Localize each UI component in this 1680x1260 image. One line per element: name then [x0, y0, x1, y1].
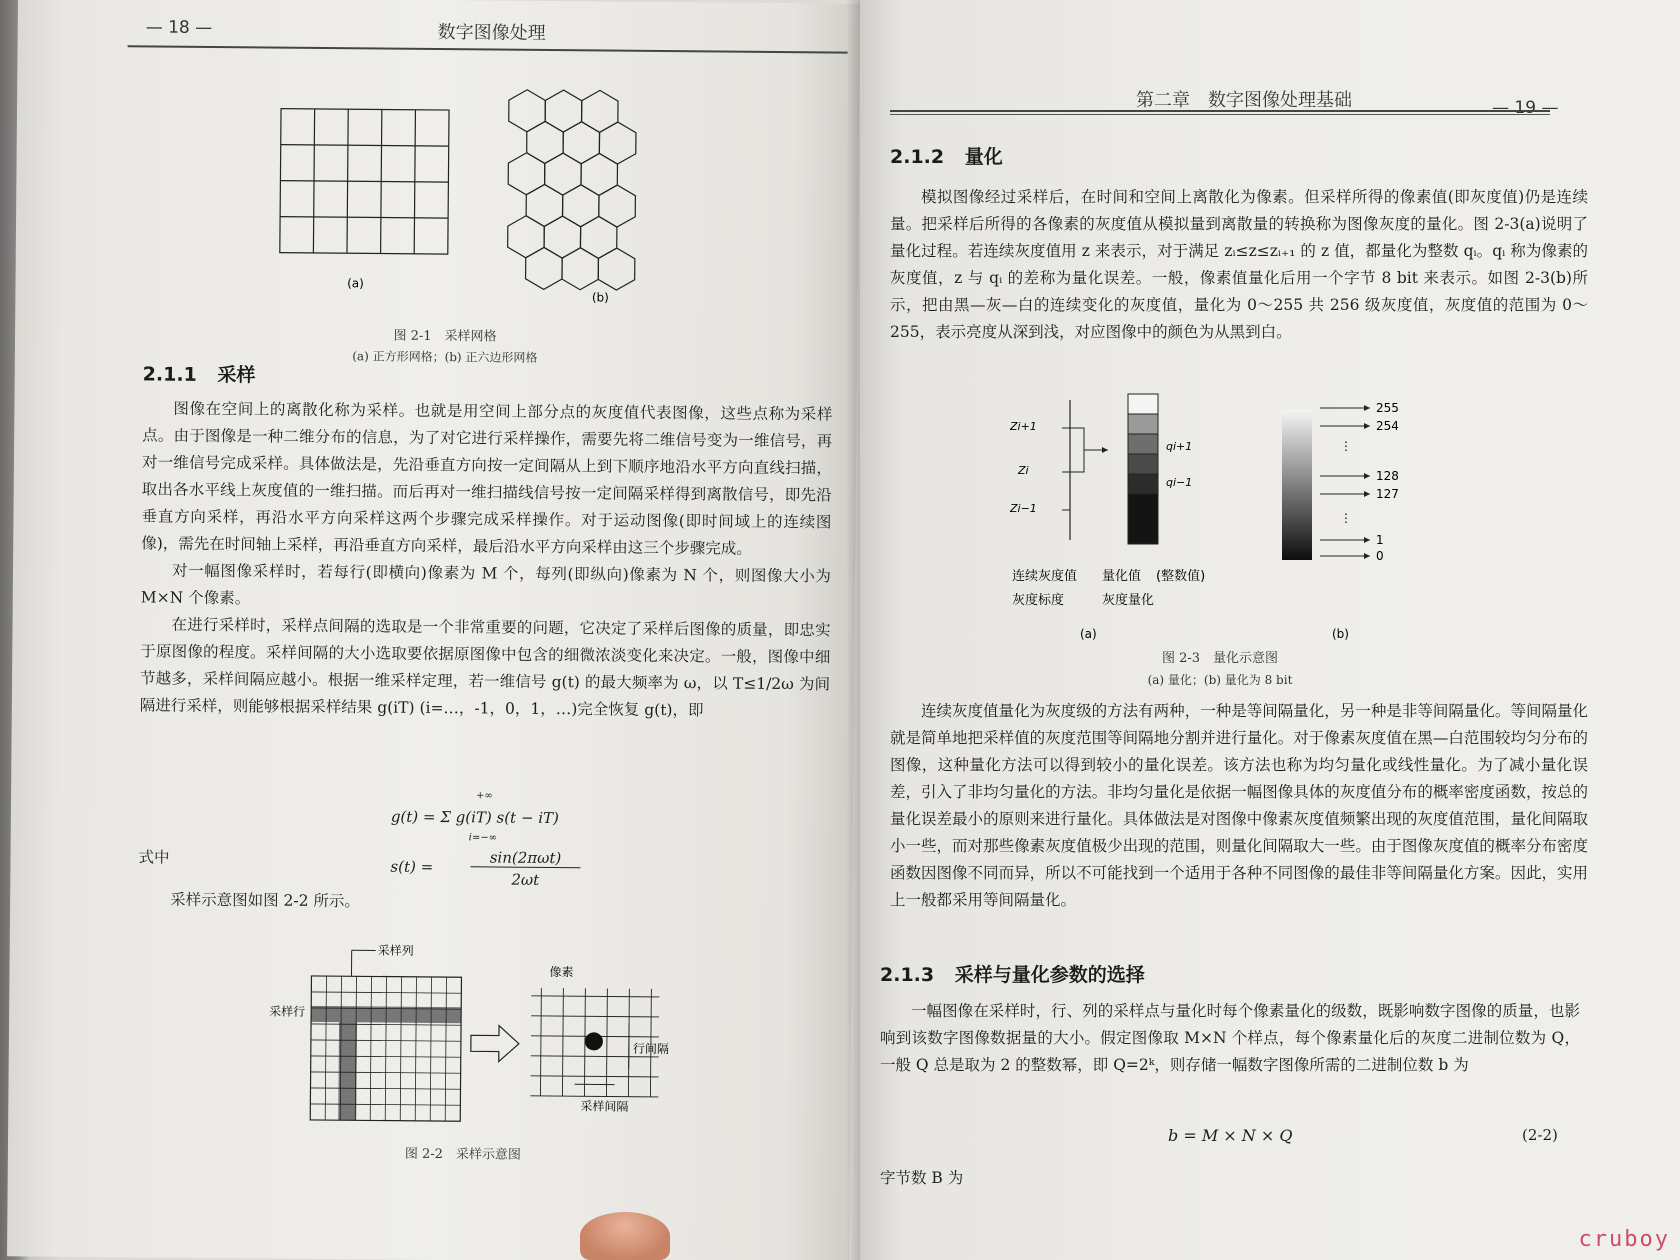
equation-1-text: g(t) = Σ g(iT) s(t − iT) [390, 807, 559, 828]
label-quantized: 量化值 [1102, 569, 1142, 584]
arrow-icon [471, 1025, 519, 1061]
level-label: ⋮ [1340, 511, 1352, 525]
label-integer: (整数值) [1156, 569, 1206, 584]
quantized-bar [1128, 394, 1158, 544]
equation-2-numerator: sin(2πωt) [470, 848, 580, 868]
after-equation-text: 采样示意图如图 2-2 所示。 [170, 890, 361, 911]
right-body-3 [880, 998, 1580, 1079]
equation-2-lhs: s(t) = [390, 857, 434, 876]
fig22-sample-row: 采样行 [269, 1004, 306, 1019]
level-label: 255 [1376, 401, 1399, 415]
section-number: 2.1.1 [142, 363, 197, 386]
fig21-label-b: (b) [591, 290, 609, 305]
square-grid [280, 109, 449, 254]
z-top: Zi+1 [1010, 420, 1037, 433]
level-label: ⋮ [1340, 439, 1352, 453]
level-label: 127 [1376, 487, 1399, 501]
section-2-1-3-heading [880, 960, 1145, 987]
fig23-label-a: (a) [1080, 627, 1097, 641]
fig22-pixel: 像素 [549, 965, 574, 980]
pixel-dot [585, 1032, 603, 1050]
z-mid: Zi [1018, 464, 1029, 477]
fig22-sample-col: 采样列 [377, 943, 414, 958]
left-paragraph: 图像在空间上的离散化称为采样。也就是用空间上部分点的灰度值代表图像，这些点称为采样点。由于图像是一种二维分布的信息，为了对它进行采样操作，需要先将二维信号变为一维信号，再对一维信号完成采样。具体做法是，先沿垂直方向按一定间隔从上到下顺序地沿水平方向直线扫描，取出各水平线上灰度值的一维扫描。而后再对一维扫描线信号按一定间隔采样得到离散信号，即先沿垂直方向采样，再沿水平方向采样这两个步骤完成采样操作。对于运动图像(即时间域上的连续图像)，需先在时间轴上采样，再沿垂直方向采样，最后沿水平方向采样由这三个步骤完成。 [141, 399, 833, 558]
right-body-2 [890, 698, 1588, 914]
section-title: 采样 [217, 364, 256, 387]
section-title: 采样与量化参数的选择 [954, 964, 1145, 986]
fig23-caption: 图 2-3 量化示意图 [1161, 651, 1279, 666]
figure-2-1 [255, 86, 677, 320]
left-page-number: — 18 — [145, 17, 213, 39]
left-body [140, 395, 833, 725]
hexagon-grid [507, 90, 636, 291]
fig22-row-interval: 行间隔 [632, 1041, 669, 1057]
z-bot: Zi−1 [1010, 502, 1037, 515]
last-line: 字节数 B 为 [880, 1169, 964, 1187]
gradient-bar [1282, 410, 1312, 560]
fig21-caption: 图 2-1 采样网格 [393, 328, 497, 345]
header-rule [128, 45, 848, 53]
equation-3-number: (2-2) [1522, 1126, 1558, 1144]
equation-1 [391, 808, 559, 827]
figure-2-2 [258, 933, 690, 1137]
right-paragraph: 模拟图像经过采样后，在时间和空间上离散化为像素。但采样所得的像素值(即灰度值)仍是连续量。把采样后所得的各像素的灰度值从模拟量到离散量的转换称为图像灰度的量化。图 2-3(a)说明了量化过程。若连续灰度值用 z 来表示，对于满足 zᵢ≤z≤zᵢ₊₁ 的 z 值，都量化为整数 qᵢ。qᵢ 称为像素的灰度值，z 与 qᵢ 的差称为量化误差。一般，像素值量化后用一个字节 8 bit 来表示。如图 2-3(b)所示，把由黑—灰—白的连续变化的灰度值，量化为 0～255 共 256 级灰度值，灰度值的范围为 0～255，表示亮度从深到浅，对应图像中的颜色为从黑到白。 [890, 188, 1588, 341]
level-label: 128 [1376, 469, 1399, 483]
left-page [7, 0, 860, 1260]
level-label: 254 [1376, 419, 1399, 433]
equation-1-upper: +∞ [476, 790, 493, 802]
equation-2-denominator: 2ωt [511, 870, 540, 889]
left-running-title: 数字图像处理 [437, 21, 546, 44]
right-running-title: 第二章 数字图像处理基础 [1136, 90, 1352, 111]
right-paragraph: 连续灰度值量化为灰度级的方法有两种，一种是等间隔量化，另一种是非等间隔量化。等间隔量化就是简单地把采样值的灰度范围等间隔地分割并进行量化。对于像素灰度值在黑—白范围较均匀分布的图像，这种量化方法可以得到较小的量化误差。该方法也称为均匀量化或线性量化。为了减小量化误差，引入了非均匀量化的方法。非均匀量化是依据一幅图像具体的灰度值分布的概率密度函数，按总的量化误差最小的原则来进行量化。具体做法是对图像中像素灰度值频繁出现的灰度值范围，量化间隔取小一些，而对那些像素灰度值极少出现的范围，则量化间隔取大一些。由于图像灰度值的概率分布密度函数因图像不同而异，所以不可能找到一个适用于各种不同图像的最佳非等间隔量化方案。因此，实用上一般都采用等间隔量化。 [890, 702, 1588, 909]
right-paragraph: 一幅图像在采样时，行、列的采样点与量化时每个像素量化的级数，既影响数字图像的质量，也影响到该数字图像数据量的大小。假定图像取 M×N 个样点，每个像素量化后的灰度二进制位数为 Q，一般 Q 总是取为 2 的整数幂，即 Q=2ᵏ，则存储一幅数字图像所需的二进制位数 b 为 [880, 1002, 1580, 1074]
section-number: 2.1.2 [890, 146, 945, 168]
section-2-1-1-heading [143, 359, 256, 387]
left-paragraph: 在进行采样时，采样点间隔的选取是一个非常重要的问题，它决定了采样后图像的质量，即忠实于原图像的程度。采样间隔的大小选取要依据原图像中包含的细微浓淡变化来决定。一般，图像中细节越多，采样间隔应越小。根据一维采样定理，若一维信号 g(t) 的最大频率为 ω，以 T≤1/2ω 为间隔进行采样，则能够根据采样结果 g(iT) (i=…，-1，0，1，…)完全恢复 g(t)，即 [139, 615, 831, 720]
level-label: 1 [1376, 533, 1384, 547]
fig22-caption: 图 2-2 采样示意图 [404, 1146, 522, 1163]
fig21-subcaption: (a) 正方形网格；(b) 正六边形网格 [352, 349, 538, 365]
level-label: 0 [1376, 549, 1384, 563]
right-page-number: — 19 — [1492, 98, 1559, 118]
right-page [860, 0, 1680, 1260]
label-quantization: 灰度量化 [1102, 593, 1155, 608]
level-arrows [1320, 401, 1399, 563]
right-header-rule [890, 110, 1550, 112]
equation-3: b = M × N × Q [1168, 1126, 1293, 1145]
fig23-label-b: (b) [1332, 627, 1349, 641]
sampling-grid [310, 976, 461, 1121]
thumb [580, 1212, 700, 1260]
watermark: cruboy [1578, 1227, 1670, 1252]
right-header-rule-thin [890, 114, 1550, 115]
left-paragraph: 对一幅图像采样时，若每行(即横向)像素为 M 个，每列(即纵向)像素为 N 个，则图像大小为 M×N 个像素。 [140, 561, 832, 608]
section-2-1-2-heading [890, 142, 1003, 169]
section-title: 量化 [964, 146, 1003, 168]
q-top: qi+1 [1166, 440, 1193, 453]
whereof-label: 式中 [138, 848, 170, 867]
label-continuous: 连续灰度值 [1012, 569, 1078, 584]
equation-1-lower: i=−∞ [468, 832, 498, 844]
right-body-1 [890, 184, 1588, 346]
q-bot: qi−1 [1166, 476, 1193, 489]
fig23-subcaption: (a) 量化；(b) 量化为 8 bit [1147, 673, 1293, 687]
fig21-label-a: (a) [347, 276, 364, 291]
figure-2-3 [1010, 390, 1490, 650]
fig22-col-interval: 采样间隔 [580, 1099, 629, 1114]
label-scale: 灰度标度 [1012, 593, 1065, 608]
section-number: 2.1.3 [880, 964, 935, 986]
